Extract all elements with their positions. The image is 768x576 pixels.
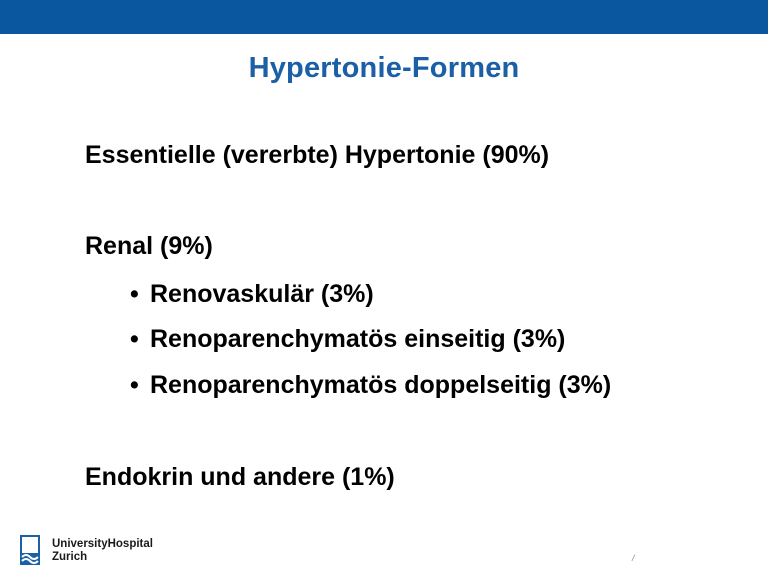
hospital-logo-icon bbox=[20, 535, 40, 565]
item-essentielle: Essentielle (vererbte) Hypertonie (90%) bbox=[85, 141, 550, 169]
logo-line-1: UniversityHospital bbox=[52, 538, 153, 550]
subitem-renovaskular bbox=[130, 280, 374, 309]
bullet-icon: • bbox=[130, 280, 139, 308]
item-endokrin: Endokrin und andere (1%) bbox=[85, 463, 395, 491]
subitem-renoparenchymatos-einseitig bbox=[130, 325, 565, 354]
subitem-label: Renoparenchymatös einseitig (3%) bbox=[150, 325, 566, 353]
subitem-renoparenchymatos-doppelseitig bbox=[130, 371, 611, 400]
item-renal: Renal (9%) bbox=[85, 232, 213, 260]
bullet-icon: • bbox=[130, 325, 139, 353]
logo-line-2: Zurich bbox=[52, 551, 88, 563]
hospital-logo-text bbox=[52, 538, 153, 564]
slide-title: Hypertonie-Formen bbox=[248, 52, 520, 84]
bullet-icon: • bbox=[130, 371, 139, 399]
subitem-label: Renoparenchymatös doppelseitig (3%) bbox=[150, 371, 612, 399]
header-bar bbox=[0, 0, 768, 34]
page-number: / bbox=[632, 553, 635, 563]
subitem-label: Renovaskulär (3%) bbox=[150, 280, 374, 308]
